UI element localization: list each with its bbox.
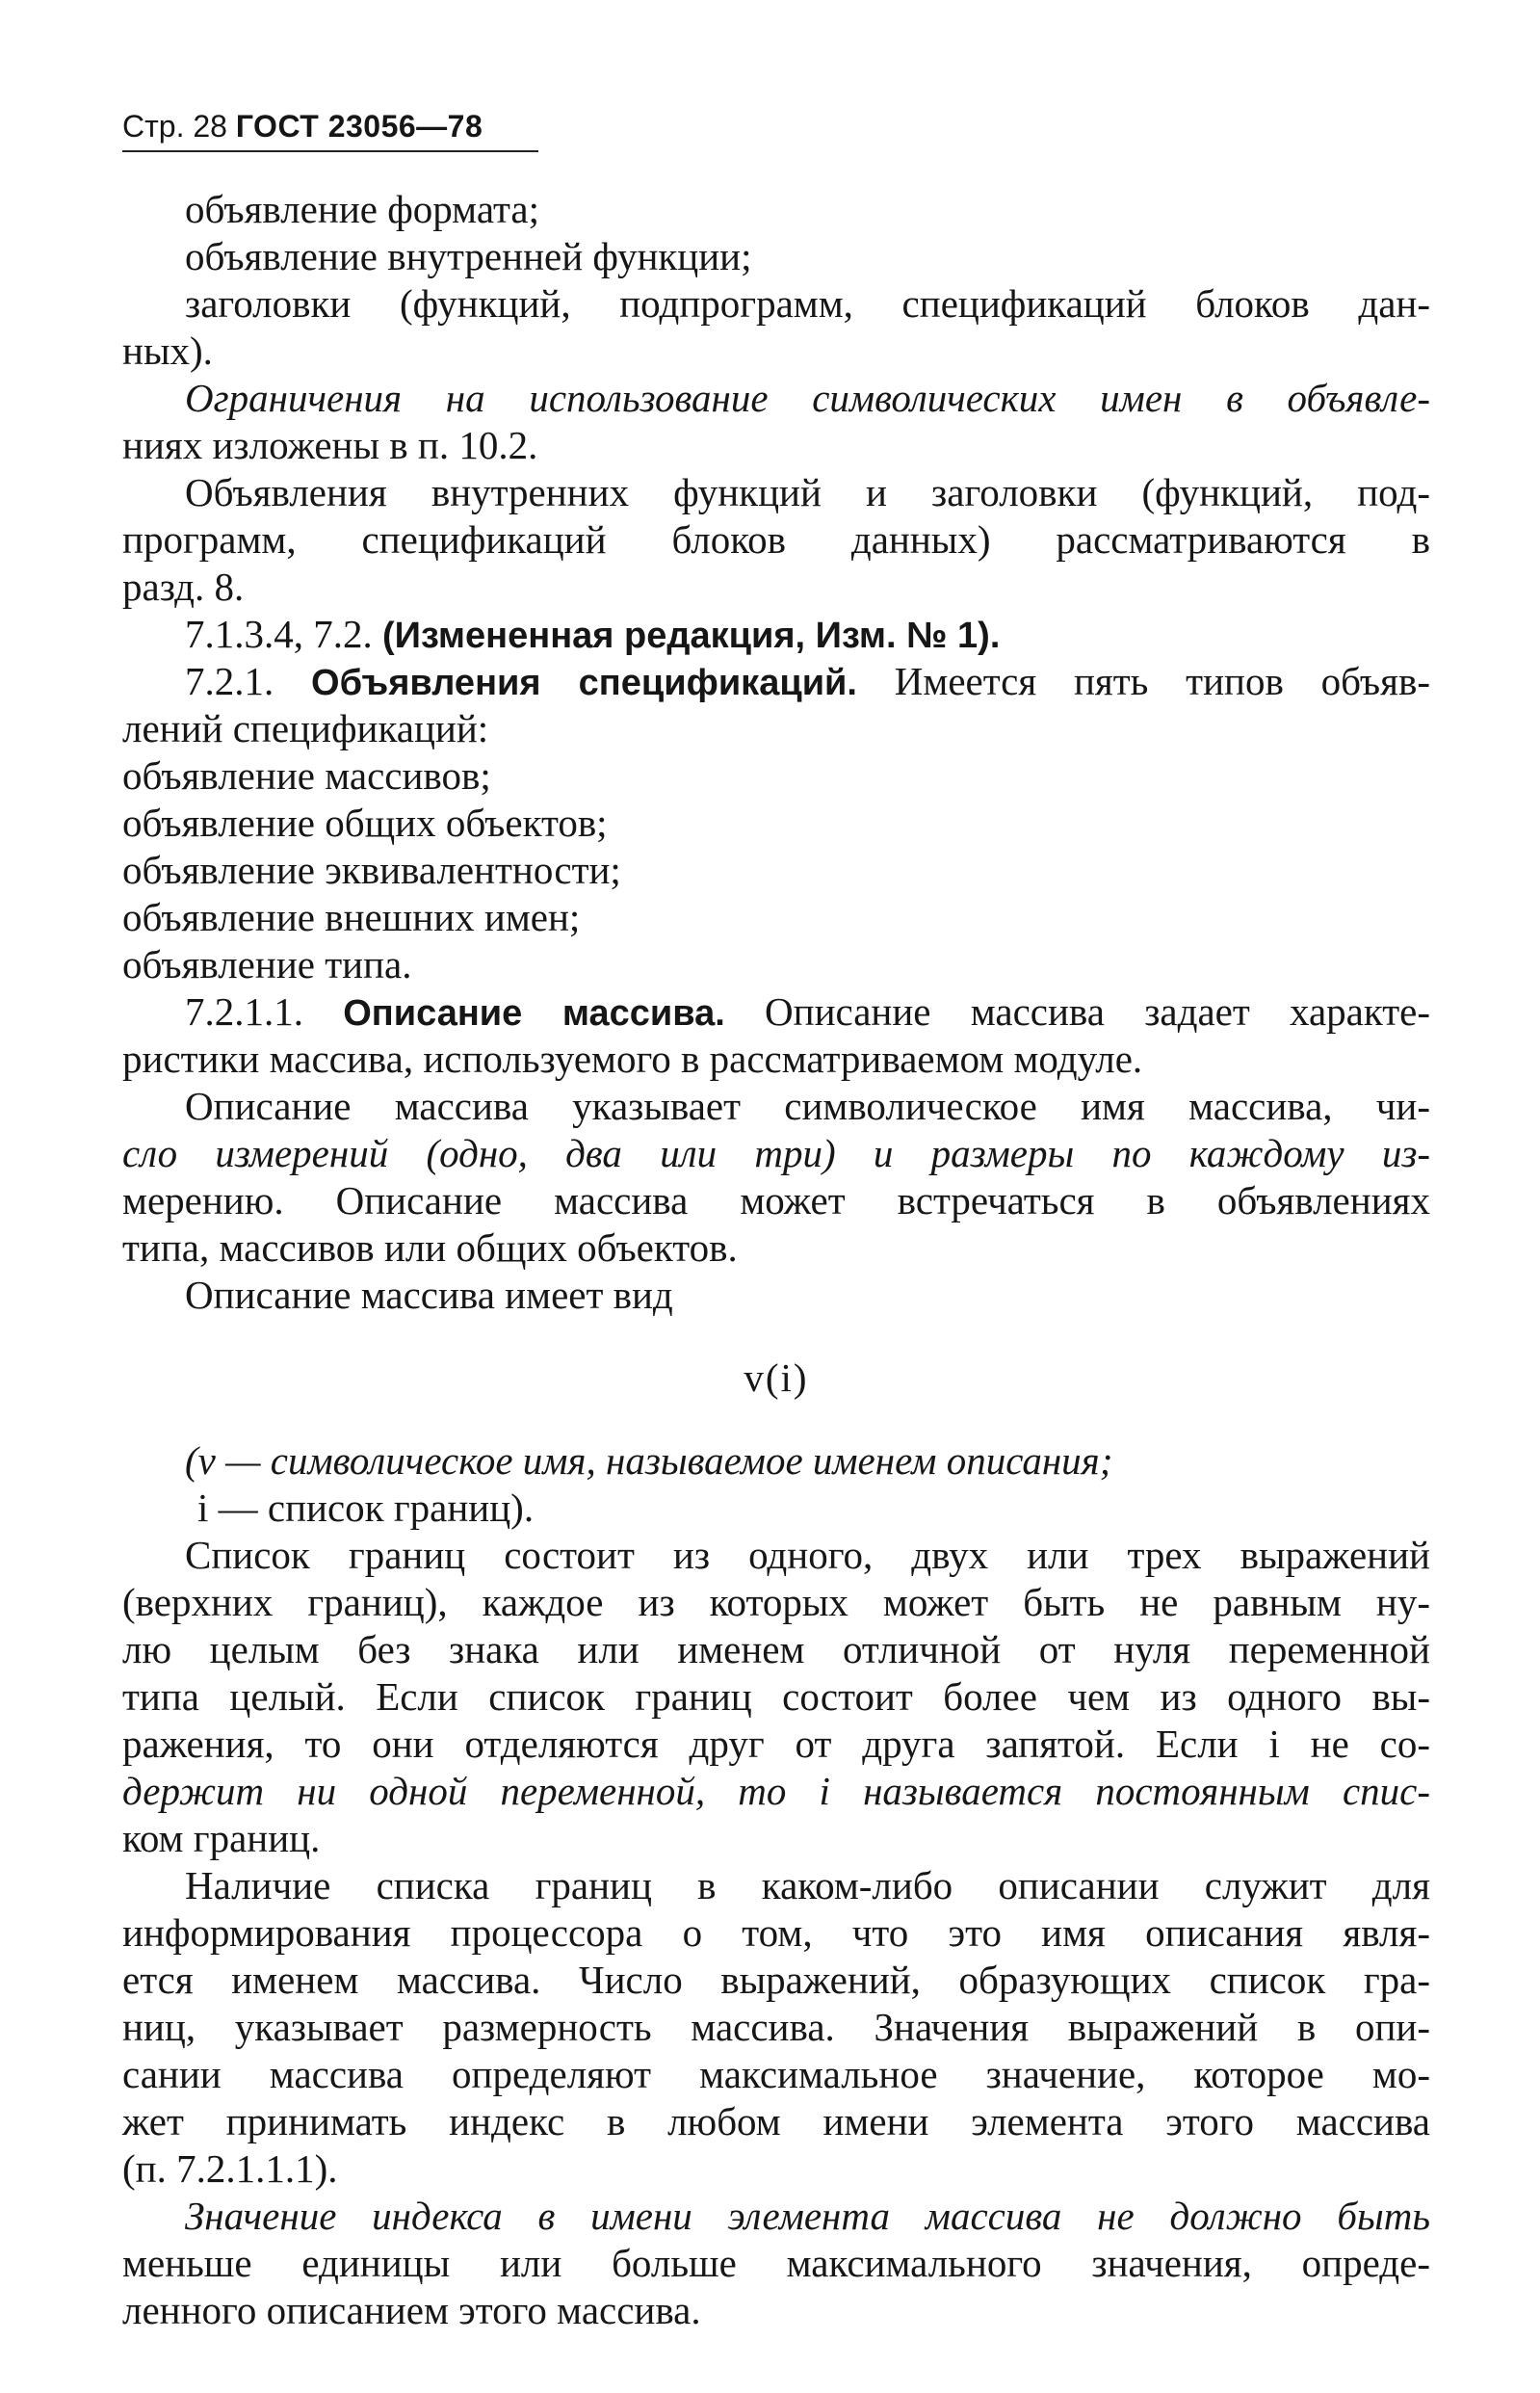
text-line: заголовки (функций, подпрограмм, спецификаций блоков дан-	[185, 281, 1430, 326]
header-rule	[122, 150, 538, 152]
list-item: объявление эквивалентности;	[122, 848, 621, 892]
text-line: Объявления внутренних функций и заголовки (функций, под-	[185, 470, 1430, 514]
text-line: Наличие списка границ в каком-либо описании служит для	[185, 1863, 1430, 1907]
text-line	[122, 658, 1430, 705]
document-body	[122, 186, 1430, 2334]
text-line: лю целым без знака или именем отличной от нуля переменной	[122, 1627, 1430, 1671]
text-line: ных).	[122, 329, 213, 373]
text-line: (верхних границ), каждое из которых может быть не равным ну-	[122, 1580, 1430, 1624]
text-line: (v — символическое имя, называемое именем описания;	[185, 1438, 1113, 1483]
text-line: Список границ состоит из одного, двух или трех выражений	[185, 1533, 1430, 1577]
list-item: объявление внешних имен;	[122, 895, 581, 939]
section-text: Описание массива задает характе-	[724, 989, 1431, 1034]
text-line: ристики массива, используемого в рассматриваемом модуле.	[122, 1037, 1143, 1081]
text-line: Значение индекса в имени элемента массива не должно быть	[185, 2194, 1430, 2238]
section-text: Имеется пять типов объяв-	[856, 659, 1430, 703]
list-item: объявление типа.	[122, 942, 412, 986]
text-line: объявление формата;	[185, 187, 539, 231]
text-line: типа целый. Если список границ состоит более чем из одного вы-	[122, 1674, 1430, 1719]
text-line: информирования процессора о том, что это имя описания явля-	[122, 1910, 1430, 1955]
standard-code: ГОСТ 23056—78	[235, 109, 483, 144]
text-line: сании массива определяют максимальное значение, которое мо-	[122, 2052, 1430, 2096]
text-line	[122, 988, 1430, 1036]
section-title: Описание массива.	[343, 993, 725, 1034]
text-line: мерению. Описание массива может встречаться в объявлениях	[122, 1178, 1430, 1223]
list-item: объявление общих объектов;	[122, 801, 608, 845]
section-title: Объявления спецификаций.	[311, 663, 857, 703]
text-line: ком границ.	[122, 1816, 321, 1860]
text-line: ленного описанием этого массива.	[122, 2288, 701, 2332]
text-line: ражения, то они отделяются друг от друга запятой. Если i не со-	[122, 1722, 1430, 1766]
section-ref: 7.1.3.4, 7.2.	[185, 612, 382, 656]
text-line: сло измерений (одно, два или три) и размеры по каждому из-	[122, 1131, 1430, 1175]
text-line: (п. 7.2.1.1.1).	[122, 2146, 338, 2191]
text-line: Описание массива имеет вид	[185, 1273, 673, 1317]
text-line: Описание массива указывает символическое имя массива, чи-	[185, 1084, 1430, 1128]
text-line: жет принимать индекс в любом имени элемента этого массива	[122, 2099, 1430, 2143]
text-line: Ограничения на использование символических имен в объявле-	[185, 376, 1430, 420]
text-line: ниях изложены в п. 10.2.	[122, 423, 538, 467]
text-line: i — список границ).	[197, 1486, 535, 1530]
text-line	[122, 611, 1430, 658]
page-number: Стр. 28	[122, 109, 227, 144]
text-line: ниц, указывает размерность массива. Значения выражений в опи-	[122, 2005, 1430, 2049]
revision-note: (Измененная редакция, Изм. № 1).	[382, 616, 1001, 656]
formula: v(i)	[744, 1355, 809, 1400]
text-line: типа, массивов или общих объектов.	[122, 1225, 738, 1270]
text-line: программ, спецификаций блоков данных) рассматриваются в	[122, 517, 1430, 562]
text-line: объявление внутренней функции;	[185, 234, 752, 278]
text-line: меньше единицы или больше максимального значения, опреде-	[122, 2241, 1430, 2285]
page-header	[122, 108, 483, 145]
text-line: лений спецификаций:	[122, 706, 489, 750]
section-number: 7.2.1.	[185, 659, 312, 703]
list-item: объявление массивов;	[122, 753, 491, 798]
text-line: держит ни одной переменной, то i называется постоянным спис-	[122, 1769, 1430, 1813]
text-line: ется именем массива. Число выражений, образующих список гра-	[122, 1958, 1430, 2002]
text-line: разд. 8.	[122, 565, 245, 609]
section-number: 7.2.1.1.	[185, 989, 344, 1034]
